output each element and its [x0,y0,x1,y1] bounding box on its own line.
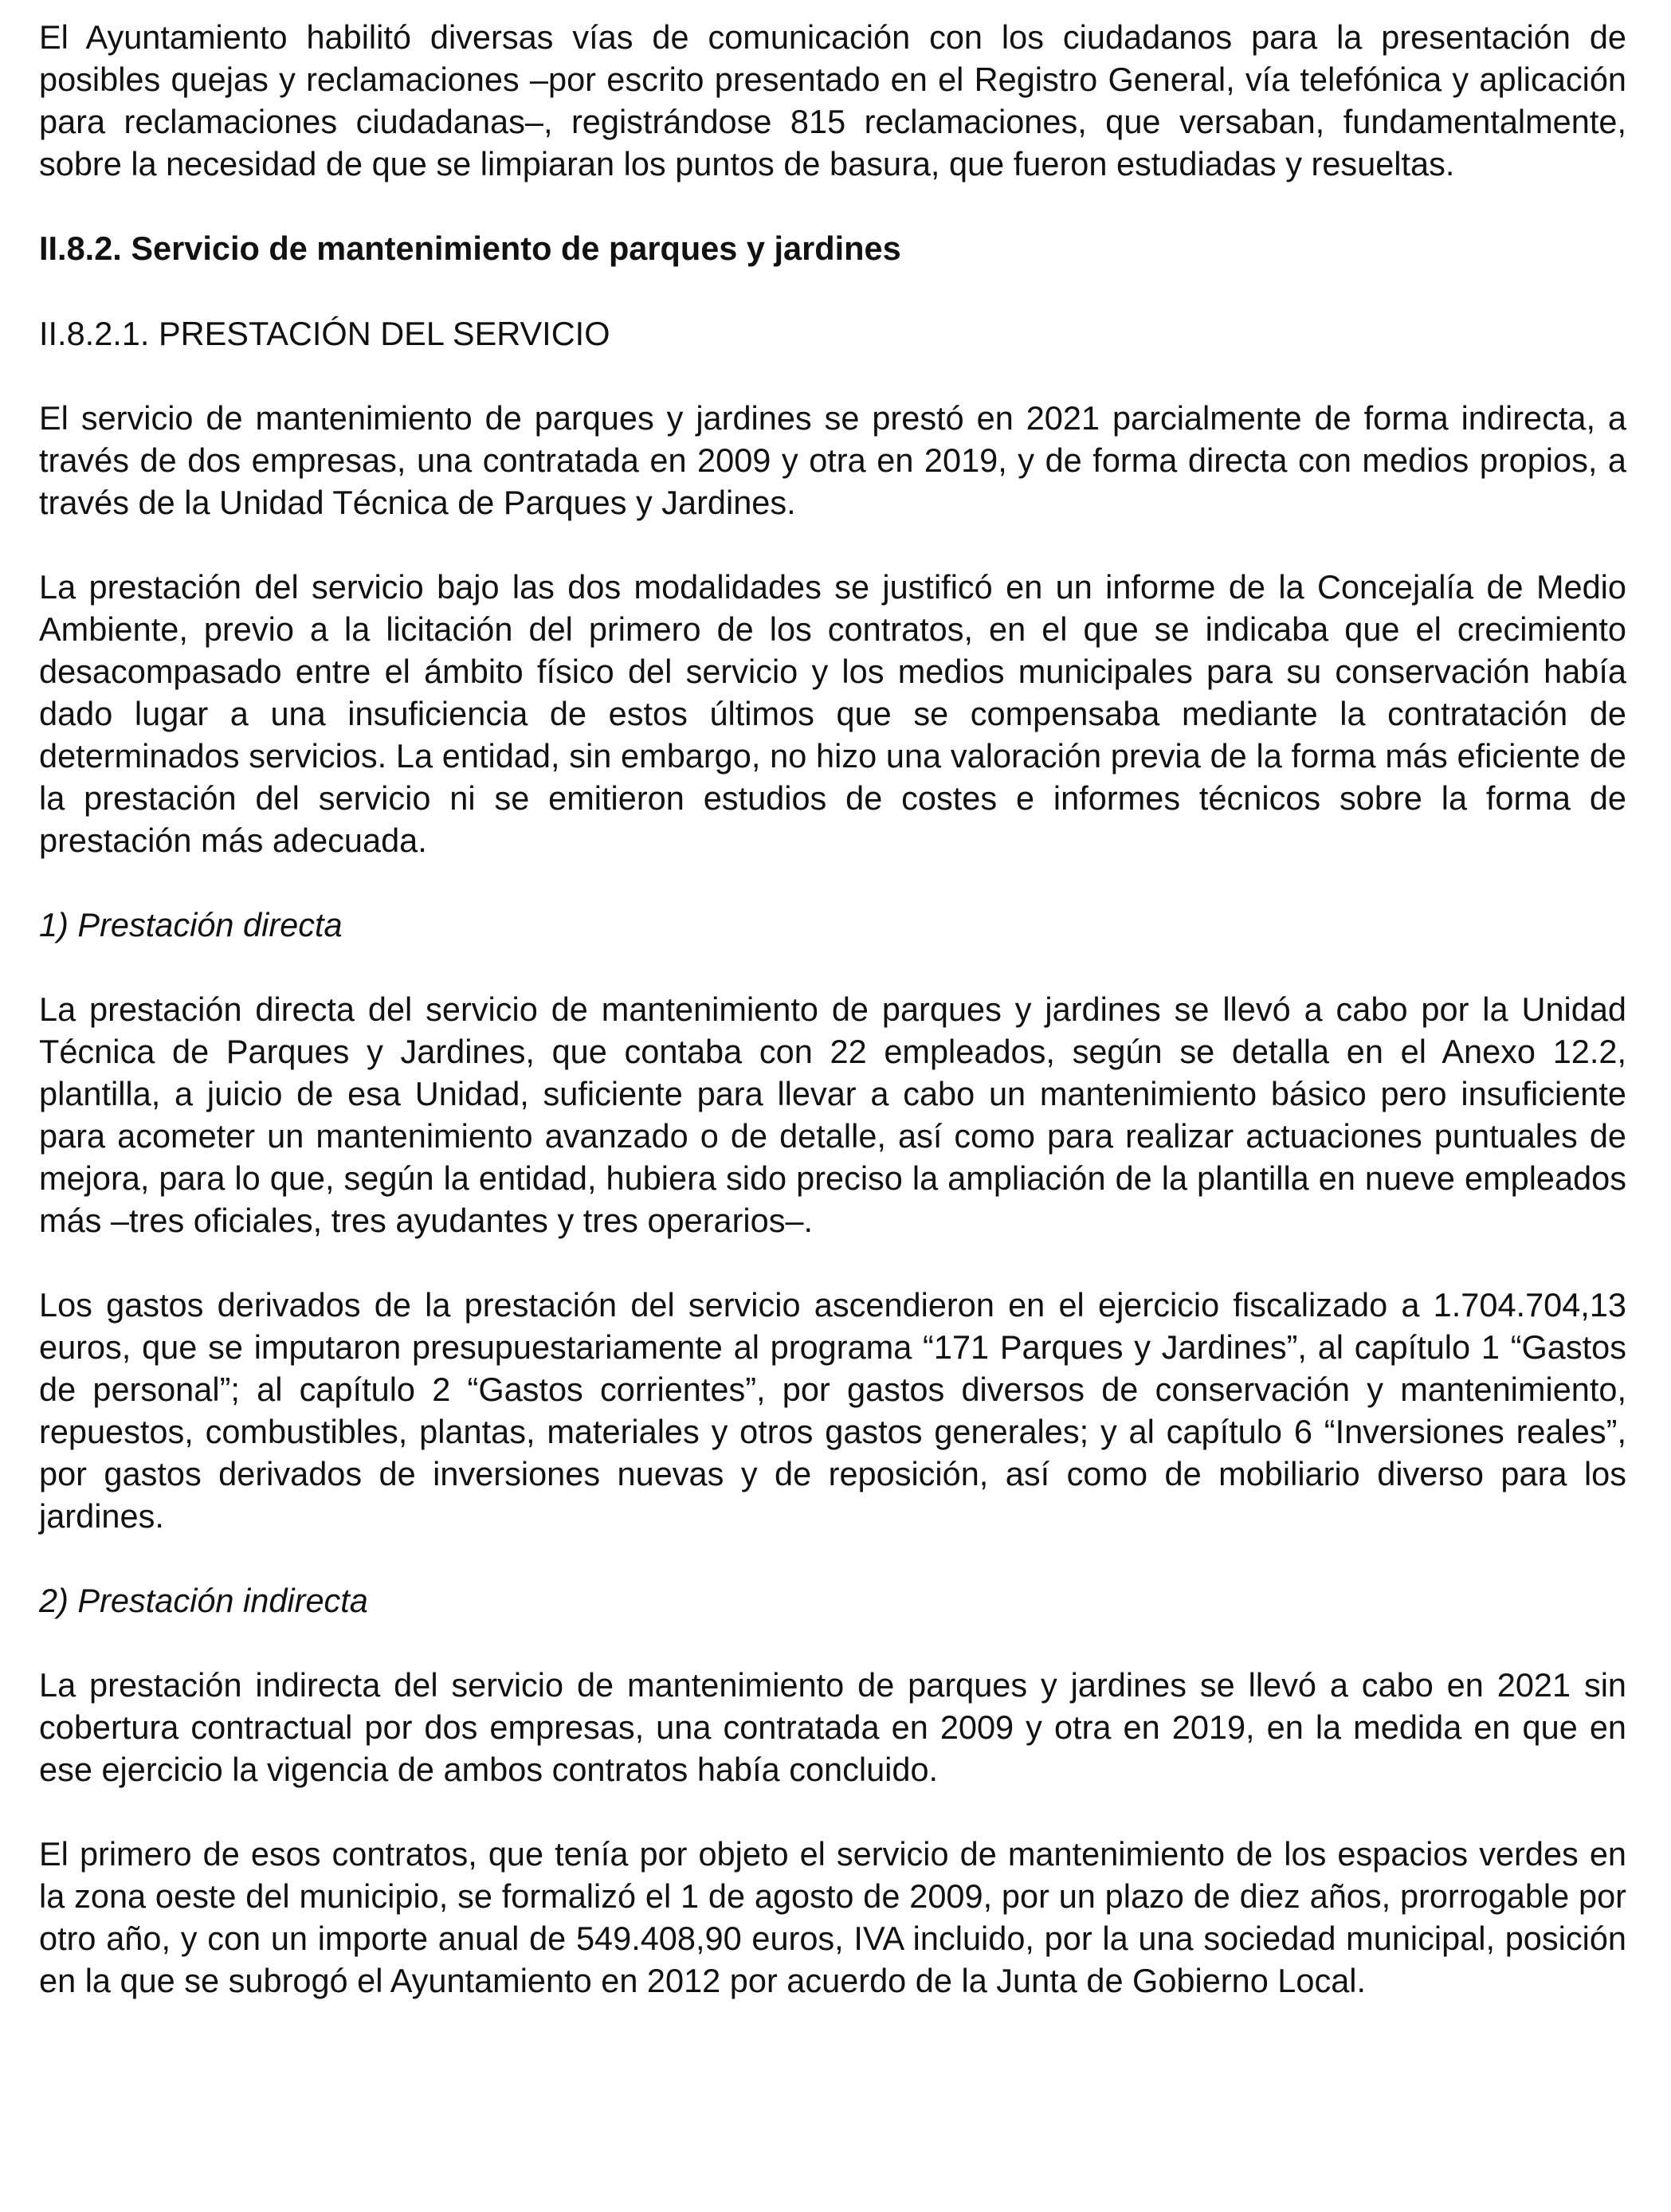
paragraph-service-justification: La prestación del servicio bajo las dos modalidades se justificó en un informe de la Concejalía de Medio Ambiente, previo a la licitación del primero de los contratos, en el que se indicaba que el crecimiento desacompasado entre el ámbito físico del servicio y los medios municipales para su conservación había dado lugar a una insuficiencia de estos últimos que se compensaba mediante la contratación de determinados servicios. La entidad, sin embargo, no hizo una valoración previa de la forma más eficiente de la prestación del servicio ni se emitieron estudios de costes e informes técnicos sobre la forma de prestación más adecuada. [39,568,1626,859]
paragraph-direct-expenses: Los gastos derivados de la prestación del servicio ascendieron en el ejercicio fiscalizado a 1.704.704,13 euros, que se imputaron presupuestariamente al programa “171 Parques y Jardines”, al capítulo 1 “Gastos de personal”; al capítulo 2 “Gastos corrientes”, por gastos diversos de conservación y mantenimiento, repuestos, combustibles, plantas, materiales y otros gastos generales; y al capítulo 6 “Inversiones reales”, por gastos derivados de inversiones nuevas y de reposición, así como de mobiliario diverso para los jardines. [39,1286,1626,1535]
paragraph-service-overview: El servicio de mantenimiento de parques y jardines se prestó en 2021 parcialmente de forma indirecta, a través de dos empresas, una contratada en 2009 y otra en 2019, y de forma directa con medios propios, a través de la Unidad Técnica de Parques y Jardines. [39,399,1626,521]
document-page [39,16,1626,2044]
heading-direct-provision: 1) Prestación directa [39,906,343,943]
paragraph-direct-staff: La prestación directa del servicio de mantenimiento de parques y jardines se llevó a cabo por la Unidad Técnica de Parques y Jardines, que contaba con 22 empleados, según se detalla en el Anexo 12.2, plantilla, a juicio de esa Unidad, suficiente para llevar a cabo un mantenimiento básico pero insuficiente para acometer un mantenimiento avanzado o de detalle, así como para realizar actuaciones puntuales de mejora, para lo que, según la entidad, hubiera sido preciso la ampliación de la plantilla en nueve empleados más –tres oficiales, tres ayudantes y tres operarios–. [39,990,1626,1239]
heading-indirect-provision: 2) Prestación indirecta [39,1582,368,1619]
paragraph-first-contract: El primero de esos contratos, que tenía por objeto el servicio de mantenimiento de los espacios verdes en la zona oeste del municipio, se formalizó el 1 de agosto de 2009, por un plazo de diez años, prorrogable por otro año, y con un importe anual de 549.408,90 euros, IVA incluido, por la una sociedad municipal, posición en la que se subrogó el Ayuntamiento en 2012 por acuerdo de la Junta de Gobierno Local. [39,1835,1626,1999]
paragraph-complaints: El Ayuntamiento habilitó diversas vías de comunicación con los ciudadanos para la presentación de posibles quejas y reclamaciones –por escrito presentado en el Registro General, vía telefónica y aplicación para reclamaciones ciudadanas–, registrándose 815 reclamaciones, que versaban, fundamentalmente, sobre la necesidad de que se limpiaran los puntos de basura, que fueron estudiadas y resueltas. [39,18,1626,182]
subsection-heading: II.8.2.1. PRESTACIÓN DEL SERVICIO [39,315,610,352]
section-heading: II.8.2. Servicio de mantenimiento de parques y jardines [39,229,901,267]
paragraph-indirect-overview: La prestación indirecta del servicio de mantenimiento de parques y jardines se llevó a cabo en 2021 sin cobertura contractual por dos empresas, una contratada en 2009 y otra en 2019, en la medida en que en ese ejercicio la vigencia de ambos contratos había concluido. [39,1666,1626,1788]
